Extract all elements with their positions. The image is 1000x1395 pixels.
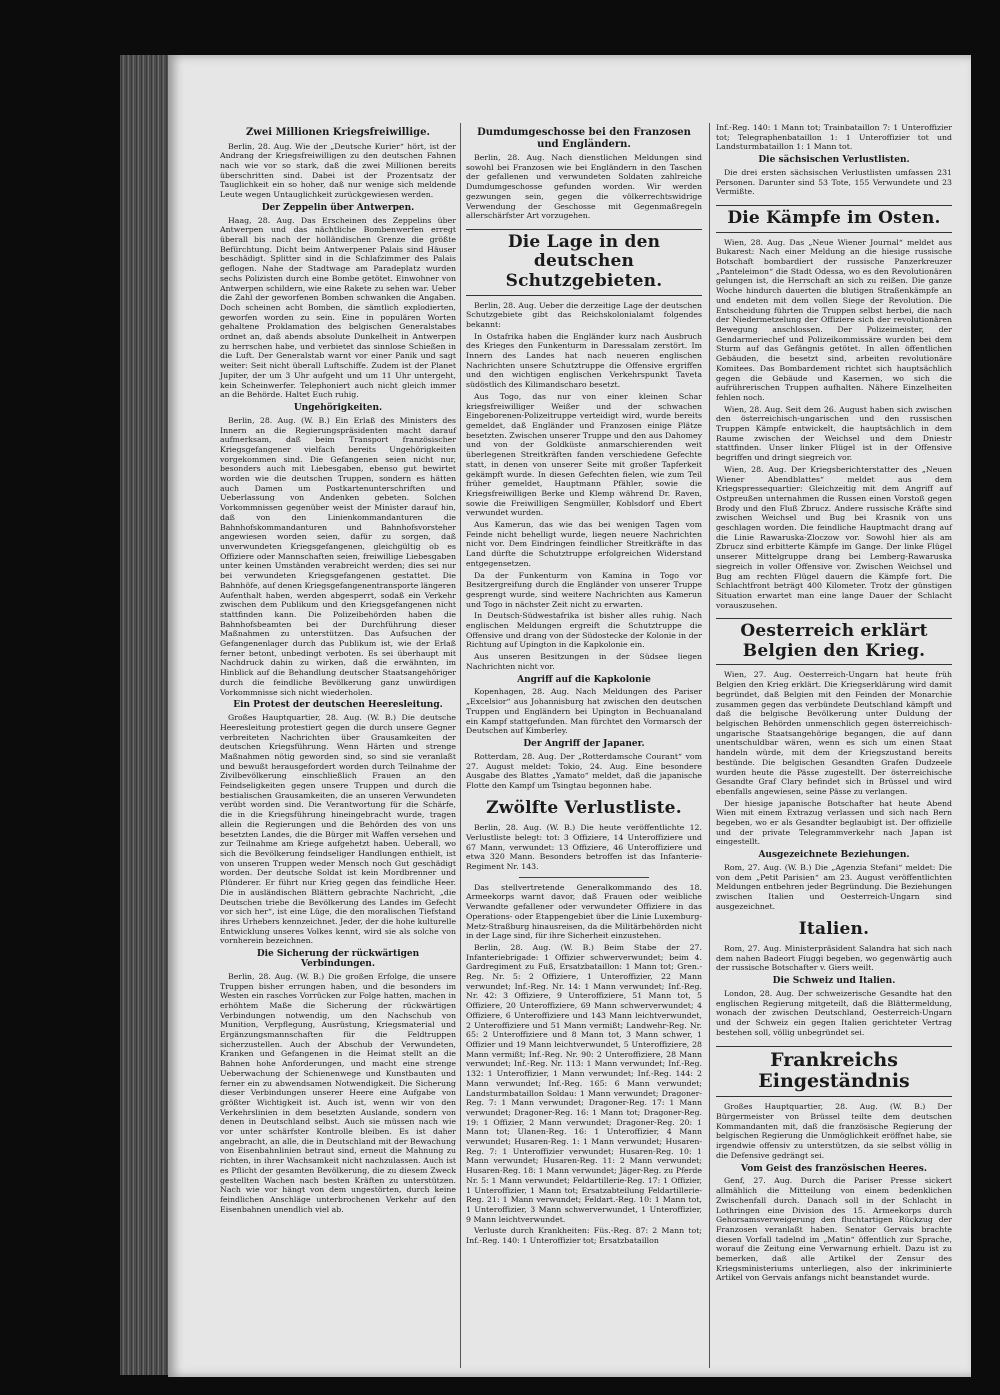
- headline: Dumdumgeschosse bei den Franzosen und Engländern.: [477, 127, 691, 150]
- article-text: Rotterdam, 28. Aug. Der „Rotterdamsche Courant“ vom 27. August meldet: Tokio, 24. Aug. Eine besondere Ausgabe des Blattes „Yamato“ meldet, daß die japanische Flotte den Kampf um Tsingtau begonnen habe.: [466, 751, 702, 790]
- article-text: Berlin, 28. Aug. (W. B.) Beim Stabe der 27. Infanteriebrigade: 1 Offizier schwerverwundet; beim 4. Gardregiment zu Fuß, Ersatzbataillon: 1 Mann tot; Gren.-Reg. Nr. 5: 2 Offiziere, 1 Unteroffizier, 22 Mann verwundet; Inf.-Reg. Nr. 14: 1 Mann verwundet; Inf.-Reg. Nr. 42: 3 Offiziere, 9 Unteroffiziere, 51 Mann tot, 5 Offiziere, 20 Unteroffiziere, 69 Mann schwerverwundet; 4 Offiziere, 6 Unteroffiziere und 143 Mann leichtverwundet, 2 Unteroffiziere und 51 Mann vermißt; Landwehr-Reg. Nr. 65: 2 Unteroffiziere und 8 Mann tot, 3 Mann schwer, 1 Offizier und 19 Mann leichtverwundet, 5 Unteroffiziere, 28 Mann vermißt; Inf.-Reg. Nr. 90: 2 Unteroffiziere, 28 Mann verwundet; Inf.-Reg. Nr. 113: 1 Mann verwundet; Inf.-Reg. 132: 1 Unteroffizier, 1 Mann verwundet; Inf.-Reg. 144: 2 Mann verwundet; Inf.-Reg. 165: 6 Mann verwundet; Landsturmbataillon Soldau: 1 Mann verwundet; Dragoner-Reg. 7: 1 Mann verwundet; Dragoner-Reg. 17: 1 Mann verwundet; Dragoner-Reg. 16: 1 Mann tot; Dragoner-Reg. 19: 1 Offizier, 2 Mann verwundet; Dragoner-Reg. 20: 1 Mann tot; Ulanen-Reg. 16: 1 Unteroffizier, 4 Mann verwundet; Husaren-Reg. 1: 1 Mann verwundet; Husaren-Reg. 7: 1 Unteroffizier verwundet; Husaren-Reg. 10: 1 Mann verwundet; Husaren-Reg. 11: 2 Mann verwundet; Husaren-Reg. 18: 1 Mann verwundet; Jäger-Reg. zu Pferde Nr. 5: 1 Mann verwundet; Feldartillerie-Reg. 17: 1 Offizier, 1 Unteroffizier, 1 Mann tot; Ersatzabteilung Feldartillerie-Reg. 21: 1 Mann verwundet; Feldart.-Reg. 10: 1 Mann tot, 1 Unteroffizier, 3 Mann schwerverwundet, 1 Unteroffizier, 9 Mann leichtverwundet.: [466, 942, 702, 1224]
- article-text: Berlin, 28. Aug. Ueber die derzeitige Lage der deutschen Schutzgebiete gibt das Reichskolonialamt folgendes bekannt:: [466, 300, 702, 329]
- article-text: Berlin, 28. Aug. (W. B.) Die heute veröffentlichte 12. Verlustliste belegt: tot: 3 Offiziere, 14 Unteroffiziere und 67 Mann, verwundet: 13 Offiziere, 46 Unteroffiziere und etwa 320 Mann. Besonders betroffen ist das Infanterie-Regiment Nr. 143.: [466, 823, 702, 872]
- headline: Italien.: [798, 918, 870, 939]
- headline: Ungehörigkeiten.: [293, 402, 383, 413]
- article-text: Genf, 27. Aug. Durch die Pariser Presse sickert allmählich die Mitteilung von einem bedenklichen Zwischenfall durch. Danach soll in der Schlacht in Lothringen eine Division des 15. Armeekorps durch Gehorsamsverweigerung den fluchtartigen Rückzug der Franzosen veranlaßt haben. Senator Gervais brachte diesen Vorfall tadelnd im „Matin“ öffentlich zur Sprache, worauf die Zeitung eine Verwarnung erhielt. Dazu ist zu bemerken, daß alle Artikel der Zensur des Kriegsministeriums unterliegen, also der inkriminierte Artikel von Gervais anfangs nicht beanstandet wurde.: [716, 1176, 952, 1283]
- column-rule: [709, 123, 710, 1368]
- headline: Der Angriff der Japaner.: [523, 738, 645, 749]
- article-text: Rom, 27. Aug. Ministerpräsident Salandra hat sich nach dem nahen Badeort Fiuggi begeben, wo gegenwärtig auch der russische Botschafter v. Giers weilt.: [716, 944, 952, 973]
- article-text: Die drei ersten sächsischen Verlustlisten umfassen 231 Personen. Darunter sind 53 Tote, 155 Verwundete und 23 Vermißte.: [716, 168, 952, 197]
- headline: Der Zeppelin über Antwerpen.: [261, 202, 415, 213]
- article-text: Das stellvertretende Generalkommando des 18. Armeekorps warnt davor, daß Frauen oder weibliche Verwandte gefallener oder verwundeter Offiziere in das Operations- oder Etappengebiet über die Linie Luxemburg-Metz-Straßburg hinausreisen, da die Militärbehörden nicht in der Lage sind, für ihre Sicherheit einzustehen.: [466, 882, 702, 941]
- headline: Die Sicherung der rückwärtigen Verbindungen.: [256, 949, 420, 969]
- newspaper-page: [168, 55, 971, 1377]
- article-text: Der hiesige japanische Botschafter hat heute Abend Wien mit einem Extrazug verlassen und sich nach Bern begeben, wo er als Gesandter beglaubigt ist. Der offizielle und der private Telegrammverkehr nach Japan ist eingestellt.: [716, 798, 952, 847]
- article-text: Wien, 28. Aug. Seit dem 26. August haben sich zwischen den österreichisch-ungarischen und den russischen Truppen Kämpfe entwickelt, die hauptsächlich in dem Raume zwischen der Weichsel und dem Dniestr stattfinden. Unser linker Flügel ist in der Offensive begriffen und dringt siegreich vor.: [716, 404, 952, 463]
- column-rule: [460, 123, 461, 1368]
- article-text: Rom, 27. Aug. (W. B.) Die „Agenzia Stefani“ meldet: Die von dem „Petit Parisien“ am 23. August veröffentlichten Meldungen entbehren jeder Begründung. Die Beziehungen zwischen Italien und Oesterreich-Ungarn sind ausgezeichnet.: [716, 863, 952, 911]
- headline: Frankreichs Eingeständnis: [716, 1046, 952, 1098]
- article-text: Berlin, 28. Aug. (W. B.) Ein Erlaß des Ministers des Innern an die Regierungspräsidenten macht darauf aufmerksam, daß beim Transport französischer Kriegsgefangener vielfach bereits Ungehörigkeiten vorgekommen sind. Die Gefangenen seien nicht nur, besonders auch mit Liebesgaben, ebenso gut bewirtet worden wie die deutschen Truppen, sondern es hätten auch Damen um Postkartenunterschriften und Ueberlassung von Andenken gebeten. Solchen Vorkommnissen gegenüber weist der Minister darauf hin, daß von den Linienkommandanturen die Bahnhofskommandanturen und Bahnhofsvorsteher angewiesen worden seien, dafür zu sorgen, daß unverwundeten Kriegsgefangenen, gleichgültig ob es Offiziere oder Mannschaften seien, freiwillige Liebesgaben unter keinen Umständen verabreicht werden; dies sei nur bei verwundeten Kriegsgefangenen gestattet. Die Bahnhöfe, auf denen Kriegsgefangenentransporte längeren Aufenthalt haben, werden abgesperrt, sodaß ein Verkehr zwischen dem Publikum und den Kriegsgefangenen nicht stattfinden kann. Die Polizeibehörden haben die Bahnhofsbeamten bei der Durchführung dieser Maßnahmen zu unterstützen. Das Aufsuchen der Gefangenenlager durch das Publikum ist, wie der Erlaß ferner betont, unbedingt verboten. Es sei überhaupt mit Nachdruck dahin zu wirken, daß die erwähnten, im Hinblick auf die Behandlung deutscher Staatsangehöriger durch die feindliche Bevölkerung ganz unwürdigen Vorkommnisse sich nicht wiederholen.: [220, 415, 456, 697]
- article-text: Wien, 28. Aug. Das „Neue Wiener Journal“ meldet aus Bukarest: Nach einer Meldung an die hiesige russische Botschaft bombardiert der russische Panzerkreuzer „Panteleimon“ die Stadt Odessa, wo es den Revolutionären gelungen ist, die Herrschaft an sich zu reißen. Die ganze Woche hindurch dauerten die blutigen Straßenkämpfe an und endeten mit dem vollen Siege der Revolution. Die Entscheidung führten die Truppen selbst herbei, die nach der Niedermetzelung der Offiziere sich der revolutionären Bewegung anschlossen. Der Polizeimeister, der Gendarmeriechef und Polizeikommissäre wurden bei dem Sturm auf das Gefängnis getötet. In allen öffentlichen Gebäuden, die besetzt sind, arbeiten revolutionäre Komitees. Das Bombardement richtet sich hauptsächlich gegen die Gebäude und Kasernen, wo sich die aufrührerischen Truppen aufhalten. Nähere Einzelheiten fehlen noch.: [716, 237, 952, 402]
- article-text: Berlin, 28. Aug. Nach dienstlichen Meldungen sind sowohl bei Franzosen wie bei Engländern in den Taschen der gefallenen und verwundeten Soldaten zahlreiche Dumdumgeschosse gefunden worden. Wir werden gezwungen sein, gegen die völkerrechtswidrige Verwendung der Geschosse mit Gegenmaßregeln allerschärfster Art vorzugehen.: [466, 153, 702, 221]
- headline: Die Lage in den deutschen Schutzgebieten.: [466, 229, 702, 296]
- article-text: Aus unseren Besitzungen in der Südsee liegen Nachrichten nicht vor.: [466, 652, 702, 671]
- headline: Angriff auf die Kapkolonie: [517, 674, 651, 685]
- article-text: Aus Kamerun, das wie das bei wenigen Tagen vom Feinde nicht behelligt wurde, liegen neuere Nachrichten nicht vor. Dem Eindringen feindlicher Streitkräfte in das Land dürfte die Schutztruppe erfolgreichen Widerstand entgegensetzen.: [466, 520, 702, 568]
- column-1: [220, 123, 456, 1216]
- headline: Zwölfte Verlustliste.: [486, 797, 682, 818]
- headline: Die Kämpfe im Osten.: [716, 205, 952, 233]
- article-text: Berlin, 28. Aug. Wie der „Deutsche Kurier“ hört, ist der Andrang der Kriegsfreiwilligen zu den deutschen Fahnen nach wie vor so stark, daß die zwei Millionen bereits überschritten sind. Dabei ist der Prozentsatz der Tauglichkeit ein so hoher, daß nur wenige sich meldende Leute wegen Untauglichkeit zurückgewiesen werden.: [220, 141, 456, 200]
- article-text: Wien, 27. Aug. Oesterreich-Ungarn hat heute früh Belgien den Krieg erklärt. Die Kriegserklärung wird damit begründet, daß Belgien mit den Feinden der Monarchie zusammen gegen das verbündete Deutschland kämpft und daß die belgische Bevölkerung unter Duldung der belgischen Behörden unmenschlich gegen österreichisch-ungarische Staatsangehörige begangen, die auf dann unentschuldbar wären, wenn es sich um einen Staat handeln würde, mit dem der Kriegszustand bereits bestünde. Die belgischen Gesandten Grafen Dudzeele wurden heute die Pässe zugestellt. Der österreichische Gesandte Graf Clary befindet sich in Brüssel und wird ebenfalls angewiesen, seine Pässe zu verlangen.: [716, 670, 952, 796]
- headline: Zwei Millionen Kriegsfreiwillige.: [246, 127, 430, 138]
- article-text: Verluste durch Krankheiten: Füs.-Reg. 87: 2 Mann tot; Inf.-Reg. 140: 1 Unteroffizier tot; Ersatzbataillon: [466, 1226, 702, 1246]
- article-text: Haag, 28. Aug. Das Erscheinen des Zeppelins über Antwerpen und das nächtliche Bombenwerfen erregt überall bis nach der holländischen Grenze die größte Befürchtung. Dicht beim Antwerpener Palais sind Häuser beschädigt. Splitter sind in die Schlafzimmer des Palais geflogen. Nahe der Stadtwage am Paradeplatz wurden sechs Polizisten durch eine Bombe getötet. Einwohner von Antwerpen schildern, wie eine Rakete zu sehen war. Ueber die Zahl der geworfenen Bomben schwanken die Angaben. Doch scheinen acht Bomben, die sämtlich explodierten, geworfen worden zu sein. Eine in populären Worten gehaltene Proklamation des belgischen Generalstabes ordnet an, daß abends absolute Dunkelheit in Antwerpen zu herrschen habe, und verbietet das sinnlose Schießen in die Luft. Der Generalstab warnt vor einer Panik und sagt weiter: Seit nicht überall Luftschiffe. Zudem ist der Planet Jupiter, der um 3 Uhr aufgeht und um 11 Uhr untergeht, kein Scheinwerfer. Telephoniert auch nicht gleich immer an die Behörde. Haltet Euch ruhig.: [220, 215, 456, 400]
- headline: Ausgezeichnete Beziehungen.: [758, 850, 910, 861]
- article-text: In Deutsch-Südwestafrika ist bisher alles ruhig. Nach englischen Meldungen ergreift die Schutztruppe die Offensive und drang von der Südostecke der Kolonie in der Richtung auf Upington in die Kapkolonie ein.: [466, 611, 702, 650]
- article-text: Großes Hauptquartier, 28. Aug. (W. B.) Der Bürgermeister von Brüssel teilte dem deutschen Kommandanten mit, daß die französische Regierung der belgischen Regierung die Unmöglichkeit eröffnet habe, sie irgendwie offensiv zu unterstützen, da sie selbst völlig in die Defensive gedrängt sei.: [716, 1102, 952, 1160]
- article-text: Aus Togo, das nur von einer kleinen Schar kriegsfreiwilliger Weißer und der schwachen Eingeborenen-Polizeitruppe verteidigt wird, wurde bereits gemeldet, daß Engländer und Franzosen einige Plätze besetzten. Zwischen unserer Truppe und den aus Dahomey und von der Goldküste anmarschierenden weit überlegenen Streitkräften fanden verschiedene Gefechte statt, in denen von unserer Seite mit großer Tapferkeit gekämpft wurde. In diesen Gefechten fielen, wie zum Teil früher gemeldet, Hauptmann Pfähler, sowie die Kriegsfreiwilligen Berke und Klemp während Dr. Raven, sowie die Freiwilligen Sengmüller, Koblsdorf und Ebert verwundet wurden.: [466, 391, 702, 518]
- headline: Ein Protest der deutschen Heeresleitung.: [233, 700, 443, 711]
- article-text: Berlin, 28. Aug. (W. B.) Die großen Erfolge, die unsere Truppen bisher errungen haben, und die besonders im Westen ein rasches Vorrücken zur Folge hatten, machen in erhöhtem Maße die Sicherung der rückwärtigen Verbindungen notwendig, um den Nachschub von Munition, Verpflegung, Ausrüstung, Kriegsmaterial und Ergänzungsmannschaften für die Feldtruppen sicherzustellen. Auch der Abschub der Verwundeten, Kranken und Gefangenen in die Heimat stellt an die Bahnen hohe Anforderungen, und macht eine strenge Ueberwachung der Schienenwege und Kunstbauten und ferner ein zu abwendsamen Notwendigkeit. Die Sicherung dieser Verbindungen unserer Heere eine Aufgabe von größter Wichtigkeit ist. Auch ist, wenn wir von den Verkehrslinien in dem besetzten Auslande, sondern von denen in Deutschland selbst. Auch sie müssen nach wie vor unter schärfster Kontrolle bleiben. Es ist daher angebracht, an alle, die in Deutschland mit der Bewachung von Eisenbahnlinien betraut sind, erneut die Mahnung zu richten, in ihrer Wachsamkeit nicht nachzulassen. Auch ist es Pflicht der gesamten Bevölkerung, die zu diesem Zweck gestellten Wachen nach besten Kräften zu unterstützen. Nach wie vor hängt von dem ungestörten, durch keine feindlichen Anschläge unterbrochenen Verkehr auf den Eisenbahnen unendlich viel ab.: [220, 971, 456, 1214]
- headline: Die sächsischen Verlustlisten.: [758, 155, 910, 166]
- divider: [519, 877, 649, 878]
- article-text: Wien, 28. Aug. Der Kriegsberichterstatter des „Neuen Wiener Abendblattes“ meldet aus dem Kriegspressequartier: Gleichzeitig mit dem Angriff auf Ostpreußen unternahmen die Russen einen Vorstoß gegen Brody und den Fluß Zbrucz. Andere russische Kräfte sind zwischen Weichsel und Bug bei Krasnik von uns geschlagen worden. Die feindliche Hauptmacht drang auf die Linie Rawaruska-Zloczow vor. Sowohl hier als am Zbrucz sind erbitterte Kämpfe im Gange. Der linke Flügel unserer Mittelgruppe drang bei Lemberg-Rawaruska siegreich in voller Offensive vor. Zwischen Weichsel und Bug am rechten Flügel dauern die Kämpfe fort. Die Schlachtfront beträgt 400 Kilometer. Trotz der günstigen Situation erwartet man eine lange Dauer der Schlacht vorauszusehen.: [716, 464, 952, 610]
- headline: Oesterreich erklärt Belgien den Krieg.: [716, 618, 952, 665]
- book-binding-edge: [120, 55, 168, 1375]
- article-text: In Ostafrika haben die Engländer kurz nach Ausbruch des Krieges den Funkenturm in Daressalam zerstört. Im Innern des Landes hat nach neueren englischen Nachrichten unsere Schutztruppe die Offensive ergriffen und den wichtigen englischen Verkehrspunkt Taveta südöstlich des Kilimandscharo besetzt.: [466, 331, 702, 390]
- article-text: London, 28. Aug. Der schweizerische Gesandte hat den englischen Regierung mitgeteilt, daß die Blättermeldung, wonach der zwischen Deutschland, Oesterreich-Ungarn und der Schweiz ein gegen Italien gerichteter Vertrag bestehen soll, völlig unbegründet sei.: [716, 989, 952, 1037]
- column-3: [716, 123, 952, 1285]
- headline: Vom Geist des französischen Heeres.: [741, 1163, 927, 1174]
- article-text: Da der Funkenturm von Kamina in Togo vor Besitzergreifung durch die Engländer von unserer Truppe gesprengt wurde, sind weitere Nachrichten aus Kamerun und Togo in nächster Zeit nicht zu erwarten.: [466, 570, 702, 609]
- article-text: Inf.-Reg. 140: 1 Mann tot; Trainbataillon 7: 1 Unteroffizier tot; Telegraphenbataillon 1: 1 Unteroffizier tot und Landsturmbataillon 1: 1 Mann tot.: [716, 123, 952, 152]
- column-2: [466, 123, 702, 1248]
- article-text: Kopenhagen, 28. Aug. Nach Meldungen des Pariser „Excelsior“ aus Johannisburg hat zwischen den deutschen Truppen und Engländern bei Upington in Bechuanaland ein Kampf stattgefunden. Man fürchtet den Vormarsch der Deutschen auf Kimberley.: [466, 687, 702, 736]
- headline: Die Schweiz und Italien.: [772, 976, 896, 987]
- article-text: Großes Hauptquartier, 28. Aug. (W. B.) Die deutsche Heeresleitung protestiert gegen die durch unsere Gegner verbreiteten Nachrichten über Grausamkeiten der deutschen Kriegsführung. Wenn Härten und strenge Maßnahmen nötig geworden sind, so sind sie veranlaßt und bewußt herausgefordert worden durch Teilnahme der Zivilbevölkerung einschließlich Frauen an den Feindseligkeiten gegen unsere Truppen und durch die bestialischen Grausamkeiten, die an unseren Verwundeten verübt worden sind. Die Verantwortung für die Schärfe, die in die Kriegsführung hineingebracht wurde, tragen allein die Regierungen und die Behörden des von uns besetzten Landes, die die Bürger mit Waffen versehen und zur Teilnahme am Kriege aufgehetzt haben. Ueberall, wo sich die Bevölkerung feindseliger Handlungen enthielt, ist von unseren Truppen weder Mensch noch Gut geschädigt worden. Der deutsche Soldat ist kein Mordbrenner und Plünderer. Er führt nur Krieg gegen das feindliche Heer. Die in ausländischen Blättern gebrachte Nachricht, „die Deutschen triebe die Bevölkerung des Landes im Gefecht vor sich her“, ist eine Lüge, die den moralischen Tiefstand ihres Urhebers kennzeichnet. Jeder, der die hohe kulturelle Entwicklung unseres Volkes kennt, wird sie als solche von vornherein bezeichnen.: [220, 713, 456, 946]
